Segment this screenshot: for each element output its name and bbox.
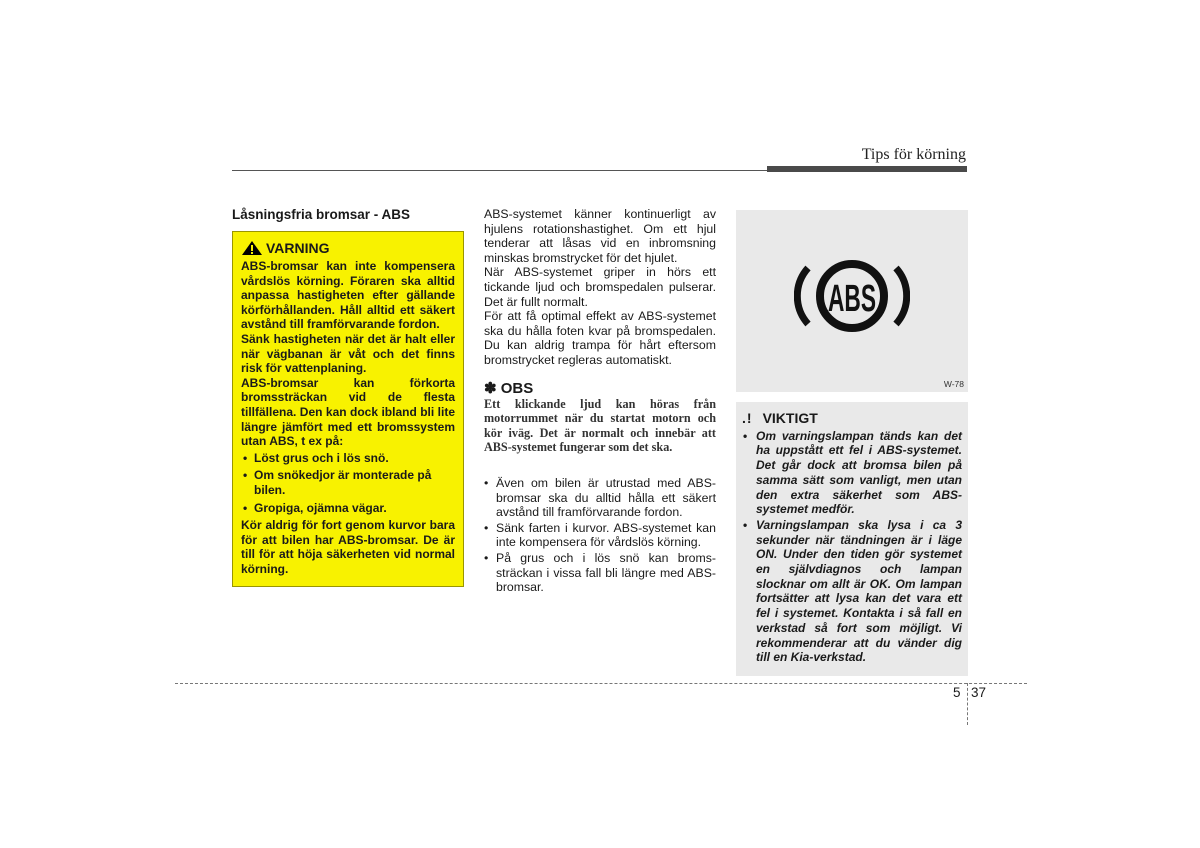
warning-title-text: VARNING — [266, 239, 330, 256]
obs-text: Ett klickande ljud kan höras från motorrummet när du startat motorn och kör iväg. Det är normalt och innebär att ABS-systemet fungerar som det ska. — [484, 397, 716, 454]
abs-warning-light-icon — [794, 250, 910, 342]
warning-list-item: • Gropiga, ojämna vägar. — [241, 501, 455, 516]
footer-divider — [967, 683, 968, 725]
body-list-item: • Även om bilen är utrustad med ABS-bromsar ska du alltid hålla ett säkert avstånd till framförvarande fordon. — [484, 476, 716, 520]
body-paragraph: ABS-systemet känner kontinuerligt av hjulens rotationshastighet. Om ett hjul tenderar att låsas vid en inbromsning minskas bromstrycket för det hjulet. — [484, 207, 716, 265]
abs-symbol-text: ABS — [828, 278, 876, 320]
warning-list — [241, 451, 455, 515]
main-text-column — [484, 207, 716, 596]
abs-warning-light-figure — [736, 210, 968, 392]
figure-code: W-78 — [943, 379, 964, 389]
header-rule-thick — [767, 166, 967, 172]
body-list-item: • På grus och i lös snö kan broms-sträckan i vissa fall bli längre med ABS-bromsar. — [484, 551, 716, 595]
warning-paragraph: Sänk hastigheten när det är halt eller när vägbanan är våt och det finns risk för vattenplaning. — [241, 331, 455, 376]
obs-heading: ✽ OBS — [484, 379, 534, 397]
body-list-item: • Sänk farten i kurvor. ABS-systemet kan inte kompensera för vårdslös körning. — [484, 521, 716, 550]
warning-paragraph: ABS-bromsar kan inte kompensera vårdslös körning. Föraren ska alltid anpassa hastigheten efter gällande körförhållanden. Håll alltid ett säkert avstånd till framförvarande fordon. — [241, 259, 455, 332]
important-box — [736, 402, 968, 676]
warning-title — [241, 240, 455, 256]
chapter-number: 5 — [953, 685, 961, 700]
warning-paragraph: ABS-bromsar kan förkorta bromssträckan vid de flesta tillfällena. Den kan dock ibland bli lite längre jämfört med ett bromssystem utan ABS, t ex på: — [241, 375, 455, 449]
page-number: 37 — [971, 685, 987, 700]
warning-triangle-icon — [241, 240, 263, 256]
important-list — [742, 429, 962, 665]
header-rule — [232, 170, 767, 171]
warning-paragraph: Kör aldrig för fort genom kurvor bara för att bilen har ABS-bromsar. De är till för att höja säkerheten vid normal körning. — [241, 518, 455, 576]
important-icon: .! — [742, 410, 753, 426]
important-list-item: • Om varningslampan tänds kan det ha uppstått ett fel i ABS-systemet. Det går dock att bromsa bilen på samma sätt som vanligt, men utan den extra säkerhet som ABS-systemet medför. — [742, 429, 962, 517]
body-paragraph: När ABS-systemet griper in hörs ett tickande ljud och bromspedalen pulserar. Det är fullt normalt. — [484, 265, 716, 309]
running-header-title: Tips för körning — [861, 146, 966, 163]
warning-list-item: • Löst grus och i lös snö. — [241, 451, 455, 466]
warning-list-item: • Om snökedjor är monterade på bilen. — [241, 468, 455, 497]
footer-rule — [175, 683, 1027, 684]
warning-box — [232, 231, 464, 587]
body-paragraph: För att få optimal effekt av ABS-systemet ska du hålla foten kvar på bromspedalen. Du kan aldrig trampa för hårt eftersom bromstrycket regleras automatiskt. — [484, 309, 716, 367]
section-heading: Låsningsfria bromsar - ABS — [232, 207, 411, 222]
important-title — [742, 411, 962, 426]
body-list — [484, 476, 716, 595]
important-title-text: VIKTIGT — [762, 410, 818, 426]
important-list-item: • Varningslampan ska lysa i ca 3 sekunder när tändningen är i läge ON. Under den tiden gör systemet en självdiagnos och lampan slocknar om allt är OK. Om lampan fortsätter att lysa kan det vara ett fel i systemet. Kontakta i så fall en verkstad så fort som möjligt. Vi rekommenderar att du vänder dig till en Kia-verkstad. — [742, 518, 962, 665]
